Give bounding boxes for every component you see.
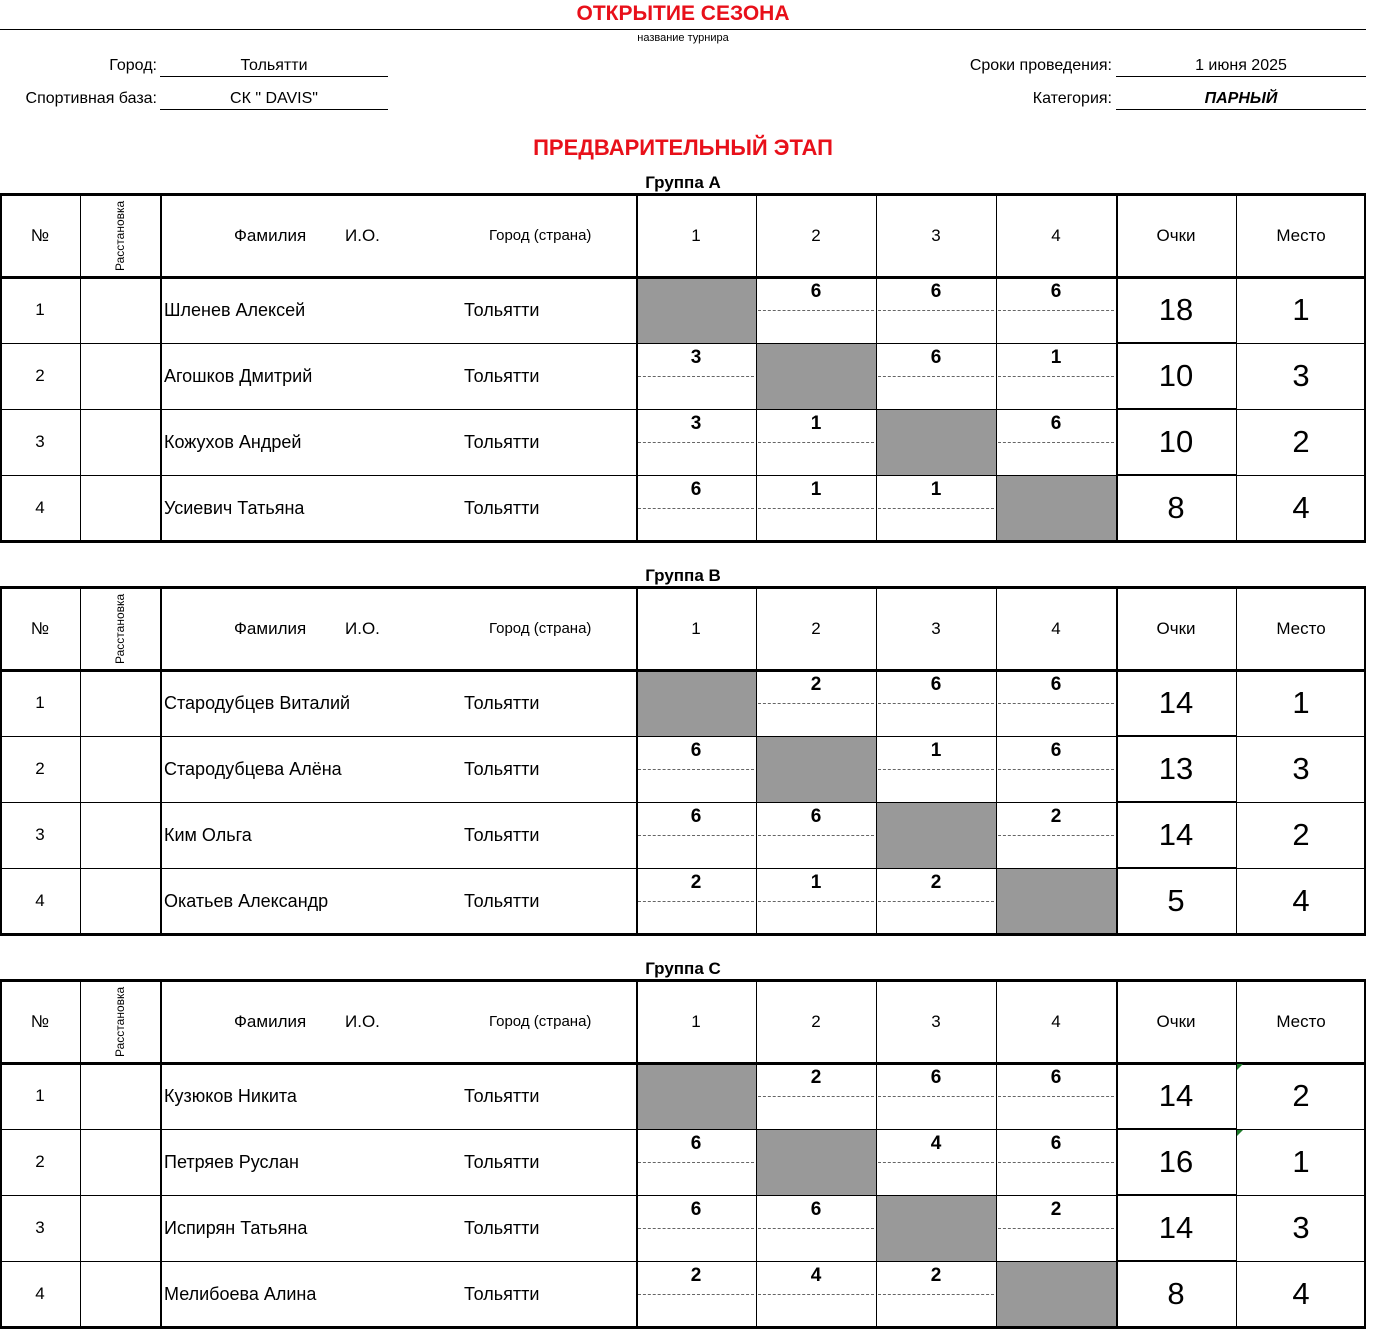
row-number: 1 (35, 693, 45, 712)
row-number: 3 (35, 432, 45, 451)
col-header-opp3: 3 (931, 1011, 941, 1031)
score-divider (758, 835, 874, 836)
col-header-surname: Фамилия (234, 618, 307, 638)
category-label: Категория: (1032, 90, 1112, 107)
diagonal-cell (756, 736, 876, 802)
player-name: Агошков Дмитрий (164, 365, 313, 386)
column-divider (1236, 980, 1237, 1327)
diagonal-cell (636, 1063, 756, 1129)
diagonal-cell (996, 475, 1116, 541)
column-divider (996, 587, 997, 934)
column-divider (1236, 194, 1237, 541)
column-divider (636, 194, 638, 541)
match-score: 6 (930, 1067, 942, 1088)
score-divider (998, 442, 1114, 443)
row-number: 2 (35, 1152, 45, 1171)
city-label: Город: (109, 57, 157, 74)
player-name: Петряев Руслан (164, 1151, 299, 1172)
player-city: Тольятти (464, 299, 540, 320)
match-score: 6 (690, 1133, 702, 1154)
tournament-title: ОТКРЫТИЕ СЕЗОНА (576, 2, 790, 25)
column-divider (1364, 980, 1366, 1327)
column-divider (0, 980, 2, 1327)
score-divider (758, 508, 874, 509)
group-table (0, 194, 1366, 541)
match-score: 6 (690, 479, 702, 500)
row-number: 4 (35, 498, 45, 517)
col-header-surname: Фамилия (234, 1011, 307, 1031)
col-header-opp4: 4 (1051, 1011, 1061, 1031)
match-score: 6 (930, 347, 942, 368)
place-value: 2 (1292, 424, 1310, 459)
player-name: Стародубцева Алёна (164, 758, 342, 779)
row-divider (0, 736, 1366, 737)
row-divider (0, 1129, 1366, 1130)
match-score: 3 (690, 413, 702, 434)
player-city: Тольятти (464, 692, 540, 713)
diagonal-cell (876, 1195, 996, 1261)
category-value: ПАРНЫЙ (1116, 89, 1366, 110)
col-header-surname: Фамилия (234, 225, 307, 245)
match-score: 6 (1050, 413, 1062, 434)
column-divider (1236, 587, 1237, 934)
match-score: 4 (810, 1265, 822, 1286)
points-value: 18 (1158, 292, 1194, 327)
diagonal-cell (876, 802, 996, 868)
score-divider (758, 703, 874, 704)
score-divider (878, 310, 994, 311)
score-divider (638, 1162, 754, 1163)
col-header-city: Город (страна) (489, 1013, 592, 1030)
column-divider (1364, 587, 1366, 934)
col-header-points: Очки (1156, 1011, 1196, 1031)
score-divider (638, 901, 754, 902)
score-divider (638, 508, 754, 509)
match-score: 2 (690, 872, 702, 893)
row-number: 3 (35, 825, 45, 844)
table-border-top (0, 193, 1366, 196)
player-name: Усиевич Татьяна (164, 497, 305, 518)
diagonal-cell (636, 277, 756, 343)
comment-marker (1237, 1130, 1243, 1136)
group-title: Группа C (645, 959, 721, 978)
column-divider (1116, 980, 1118, 1327)
col-header-num: № (30, 618, 50, 638)
place-value: 4 (1292, 1276, 1310, 1311)
match-score: 6 (930, 281, 942, 302)
score-divider (878, 769, 994, 770)
column-divider (876, 194, 877, 541)
player-city: Тольятти (464, 431, 540, 452)
group-title: Группа B (645, 566, 721, 585)
col-header-place: Место (1276, 225, 1326, 245)
group-table (0, 980, 1366, 1327)
header-divider (0, 1062, 1366, 1065)
player-city: Тольятти (464, 890, 540, 911)
col-header-opp3: 3 (931, 618, 941, 638)
col-header-opp4: 4 (1051, 225, 1061, 245)
group-table (0, 587, 1366, 934)
points-value: 14 (1158, 817, 1194, 852)
player-city: Тольятти (464, 758, 540, 779)
col-header-seed: Расстановка (113, 986, 127, 1057)
match-score: 1 (930, 740, 942, 761)
points-value: 8 (1167, 490, 1185, 525)
col-header-place: Место (1276, 618, 1326, 638)
column-divider (876, 587, 877, 934)
row-number: 2 (35, 759, 45, 778)
column-divider (80, 194, 81, 541)
player-city: Тольятти (464, 1217, 540, 1238)
player-name: Шленев Алексей (164, 299, 306, 320)
col-header-num: № (30, 225, 50, 245)
match-score: 2 (1050, 806, 1062, 827)
col-header-opp2: 2 (811, 1011, 821, 1031)
score-divider (758, 442, 874, 443)
row-divider (0, 868, 1366, 869)
match-score: 1 (810, 872, 822, 893)
points-value: 14 (1158, 1210, 1194, 1245)
row-number: 4 (35, 891, 45, 910)
diagonal-cell (996, 1261, 1116, 1327)
dates-label: Сроки проведения: (969, 57, 1112, 74)
match-score: 6 (1050, 740, 1062, 761)
column-divider (756, 587, 757, 934)
header-divider (0, 276, 1366, 279)
place-value: 4 (1292, 490, 1310, 525)
match-score: 2 (930, 1265, 942, 1286)
place-value: 1 (1292, 685, 1310, 720)
column-divider (160, 980, 162, 1327)
score-divider (878, 901, 994, 902)
venue-value: СК " DAVIS" (160, 89, 388, 110)
match-score: 6 (810, 806, 822, 827)
score-divider (758, 1294, 874, 1295)
player-name: Ким Ольга (164, 824, 252, 845)
col-header-city: Город (страна) (489, 227, 592, 244)
points-value: 10 (1158, 424, 1194, 459)
score-divider (998, 1162, 1114, 1163)
player-name: Окатьев Александр (164, 890, 329, 911)
row-number: 2 (35, 366, 45, 385)
row-number: 1 (35, 1086, 45, 1105)
column-divider (160, 194, 162, 541)
match-score: 6 (1050, 1067, 1062, 1088)
column-divider (0, 194, 2, 541)
player-city: Тольятти (464, 1283, 540, 1304)
score-divider (998, 703, 1114, 704)
score-divider (878, 508, 994, 509)
player-city: Тольятти (464, 497, 540, 518)
place-value: 3 (1292, 751, 1310, 786)
col-header-opp1: 1 (691, 618, 701, 638)
score-divider (638, 442, 754, 443)
score-divider (638, 835, 754, 836)
table-border-top (0, 979, 1366, 982)
column-divider (80, 980, 81, 1327)
stage-title: ПРЕДВАРИТЕЛЬНЫЙ ЭТАП (533, 135, 833, 160)
col-header-opp1: 1 (691, 1011, 701, 1031)
diagonal-cell (636, 670, 756, 736)
score-divider (878, 703, 994, 704)
column-divider (756, 194, 757, 541)
score-divider (998, 310, 1114, 311)
score-divider (998, 376, 1114, 377)
col-header-opp3: 3 (931, 225, 941, 245)
score-divider (878, 1162, 994, 1163)
column-divider (996, 194, 997, 541)
row-divider (0, 343, 1366, 344)
col-header-initials: И.О. (345, 618, 380, 638)
match-score: 6 (1050, 281, 1062, 302)
score-divider (758, 901, 874, 902)
player-city: Тольятти (464, 1151, 540, 1172)
title-underline (0, 29, 1366, 30)
score-divider (638, 769, 754, 770)
venue-label: Спортивная база: (25, 90, 157, 107)
player-name: Кузюков Никита (164, 1085, 297, 1106)
column-divider (636, 587, 638, 934)
place-value: 4 (1292, 883, 1310, 918)
match-score: 6 (1050, 674, 1062, 695)
match-score: 6 (690, 1199, 702, 1220)
tournament-subtitle: название турнира (637, 32, 729, 44)
score-divider (878, 376, 994, 377)
player-name: Стародубцев Виталий (164, 692, 351, 713)
match-score: 6 (810, 1199, 822, 1220)
col-header-points: Очки (1156, 225, 1196, 245)
row-divider (0, 475, 1366, 476)
points-value: 16 (1158, 1144, 1194, 1179)
column-divider (0, 587, 2, 934)
place-value: 1 (1292, 1144, 1310, 1179)
match-score: 1 (810, 413, 822, 434)
match-score: 3 (690, 347, 702, 368)
column-divider (636, 980, 638, 1327)
diagonal-cell (876, 409, 996, 475)
points-value: 10 (1158, 358, 1194, 393)
column-divider (160, 587, 162, 934)
player-city: Тольятти (464, 824, 540, 845)
row-number: 3 (35, 1218, 45, 1237)
match-score: 1 (1050, 347, 1062, 368)
points-value: 5 (1167, 883, 1185, 918)
score-divider (998, 1228, 1114, 1229)
row-divider (0, 802, 1366, 803)
col-header-city: Город (страна) (489, 620, 592, 637)
diagonal-cell (756, 343, 876, 409)
place-value: 2 (1292, 1078, 1310, 1113)
score-divider (998, 1096, 1114, 1097)
comment-marker (1237, 1064, 1243, 1070)
points-value: 8 (1167, 1276, 1185, 1311)
match-score: 6 (810, 281, 822, 302)
column-divider (1116, 587, 1118, 934)
match-score: 2 (930, 872, 942, 893)
place-value: 3 (1292, 1210, 1310, 1245)
match-score: 2 (690, 1265, 702, 1286)
score-divider (638, 1294, 754, 1295)
col-header-seed: Расстановка (113, 200, 127, 271)
col-header-initials: И.О. (345, 225, 380, 245)
col-header-opp2: 2 (811, 618, 821, 638)
col-header-opp4: 4 (1051, 618, 1061, 638)
table-border-bottom (0, 540, 1366, 543)
dates-value: 1 июня 2025 (1116, 56, 1366, 77)
column-divider (996, 980, 997, 1327)
col-header-seed: Расстановка (113, 593, 127, 664)
diagonal-cell (756, 1129, 876, 1195)
column-divider (1364, 194, 1366, 541)
score-divider (758, 310, 874, 311)
player-name: Испирян Татьяна (164, 1217, 308, 1238)
points-value: 14 (1158, 685, 1194, 720)
player-city: Тольятти (464, 365, 540, 386)
col-header-opp1: 1 (691, 225, 701, 245)
diagonal-cell (996, 868, 1116, 934)
city-value: Тольятти (160, 56, 388, 77)
match-score: 1 (810, 479, 822, 500)
column-divider (80, 587, 81, 934)
place-value: 2 (1292, 817, 1310, 852)
col-header-initials: И.О. (345, 1011, 380, 1031)
score-divider (998, 835, 1114, 836)
match-score: 1 (930, 479, 942, 500)
row-divider (0, 1195, 1366, 1196)
score-divider (878, 1294, 994, 1295)
match-score: 2 (1050, 1199, 1062, 1220)
row-divider (0, 1261, 1366, 1262)
match-score: 2 (810, 1067, 822, 1088)
match-score: 4 (930, 1133, 942, 1154)
place-value: 1 (1292, 292, 1310, 327)
row-divider (0, 409, 1366, 410)
place-value: 3 (1292, 358, 1310, 393)
column-divider (876, 980, 877, 1327)
table-border-top (0, 586, 1366, 589)
col-header-num: № (30, 1011, 50, 1031)
player-name: Кожухов Андрей (164, 431, 302, 452)
group-title: Группа А (645, 173, 721, 192)
match-score: 6 (690, 806, 702, 827)
score-divider (758, 1096, 874, 1097)
table-border-bottom (0, 933, 1366, 936)
points-value: 13 (1158, 751, 1194, 786)
match-score: 6 (1050, 1133, 1062, 1154)
row-number: 4 (35, 1284, 45, 1303)
score-divider (878, 1096, 994, 1097)
player-city: Тольятти (464, 1085, 540, 1106)
header-divider (0, 669, 1366, 672)
score-divider (638, 1228, 754, 1229)
score-divider (638, 376, 754, 377)
match-score: 2 (810, 674, 822, 695)
match-score: 6 (690, 740, 702, 761)
score-divider (758, 1228, 874, 1229)
points-value: 14 (1158, 1078, 1194, 1113)
score-divider (998, 769, 1114, 770)
player-name: Мелибоева Алина (164, 1283, 317, 1304)
col-header-points: Очки (1156, 618, 1196, 638)
column-divider (756, 980, 757, 1327)
row-number: 1 (35, 300, 45, 319)
column-divider (1116, 194, 1118, 541)
col-header-place: Место (1276, 1011, 1326, 1031)
match-score: 6 (930, 674, 942, 695)
col-header-opp2: 2 (811, 225, 821, 245)
